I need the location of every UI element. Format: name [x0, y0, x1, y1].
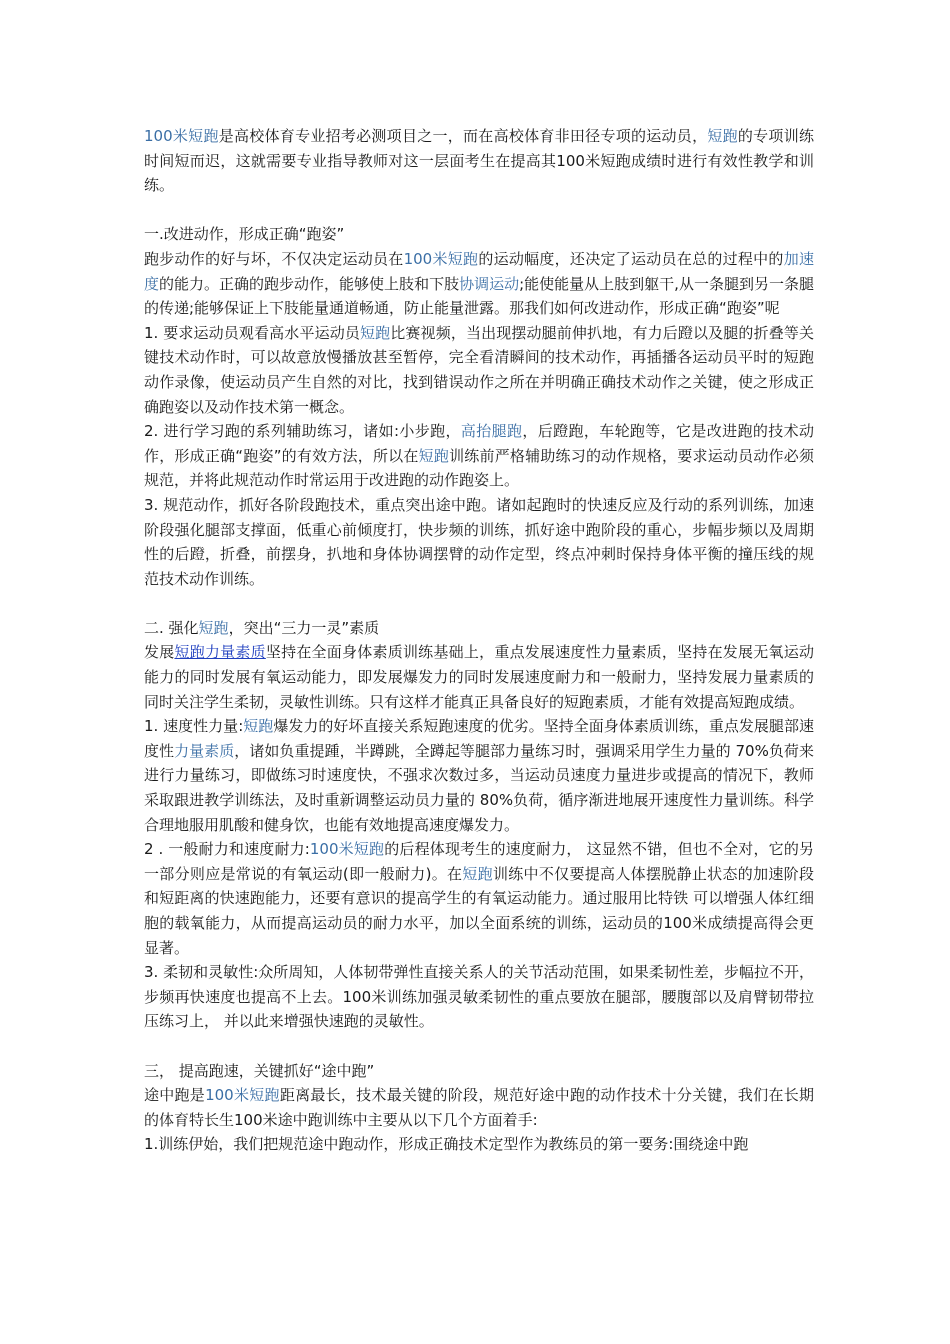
section-2-item-2: 2 . 一般耐力和速度耐力:100米短跑的后程体现考生的速度耐力， 这显然不错，但也不全对，它的另一部分则应是常说的有氧运动(即一般耐力)。在短跑训练中不仅要提高人体摆脱静止状态的加速阶段和短距离的快速跑能力，还要有意识的提高学生的有氧运动能力。通过服用比特铁 可以增强人体红细胞的载氧能力，从而提高运动员的耐力水平，加以全面系统的训练，运动员的100米成绩提高得会更显著。: [144, 840, 815, 957]
document-body: [144, 124, 814, 1157]
intro-paragraph: 100米短跑是高校体育专业招考必测项目之一，而在高校体育非田径专项的运动员，短跑的专项训练时间短而迟，这就需要专业指导教师对这一层面考生在提高其100米短跑成绩时进行有效性教学和训练。: [144, 127, 814, 195]
section-3-heading: 三， 提高跑速，关键抓好“途中跑”: [144, 1061, 375, 1080]
section-3-paragraph: 途中跑是100米短跑距离最长，技术最关键的阶段，规范好途中跑的动作技术十分关键，我们在长期的体育特长生100米途中跑训练中主要从以下几个方面着手:: [144, 1086, 814, 1129]
keyword-link[interactable]: 短跑: [243, 717, 274, 736]
keyword-link[interactable]: 短跑: [462, 864, 493, 883]
section-2-item-1: 1. 速度性力量:短跑爆发力的好坏直接关系短跑速度的优劣。坚持全面身体素质训练，重点发展腿部速度性力量素质，诸如负重提踵，半蹲跳，全蹲起等腿部力量练习时，强调采用学生力量的 70%负荷来进行力量练习，即做练习时速度快，不强求次数过多，当运动员速度力量进步或提高的情况下，教师采取跟进教学训练法，及时重新调整运动员力量的 80%负荷，循序渐进地展开速度性力量训练。科学合理地服用肌酸和健身饮，也能有效地提高速度爆发力。: [144, 717, 814, 834]
keyword-link[interactable]: 100米短跑: [144, 127, 219, 145]
keyword-link[interactable]: 短跑: [418, 446, 450, 465]
keyword-link[interactable]: 短跑: [707, 127, 738, 145]
keyword-link[interactable]: 加速度: [144, 249, 814, 293]
keyword-link[interactable]: 高抬腿跑: [460, 422, 523, 441]
keyword-link[interactable]: 100米短跑: [403, 249, 479, 268]
section-2-heading: 二. 强化短跑，突出“三力一灵”素质: [144, 618, 380, 637]
keyword-link[interactable]: 100米短跑: [205, 1086, 280, 1105]
keyword-link[interactable]: 力量素质: [174, 741, 235, 760]
keyword-hyperlink[interactable]: 短跑力量素质: [174, 643, 266, 662]
keyword-link[interactable]: 100米短跑: [309, 840, 385, 859]
section-2-item-3: 3. 柔韧和灵敏性:众所周知，人体韧带弹性直接关系人的关节活动范围，如果柔韧性差，步幅拉不开，步频再快速度也提高不上去。100米训练加强灵敏柔韧性的重点要放在腿部，腰腹部以及肩臂韧带拉压练习上， 并以此来增强快速跑的灵敏性。: [144, 963, 814, 1031]
section-3-item-1: 1.训练伊始，我们把规范途中跑动作，形成正确技术定型作为教练员的第一要务:围绕途中跑: [144, 1135, 749, 1154]
section-1-item-3: 3. 规范动作，抓好各阶段跑技术，重点突出途中跑。诸如起跑时的快速反应及行动的系列训练，加速阶段强化腿部支撑面，低重心前倾度打，快步频的训练，抓好途中跑阶段的重心，步幅步频以及周期性的后蹬，折叠，前摆身，扒地和身体协调摆臂的动作定型，终点冲刺时保持身体平衡的撞压线的规范技术动作训练。: [144, 495, 814, 588]
keyword-link[interactable]: 协调运动: [459, 274, 520, 293]
section-1-heading: 一.改进动作，形成正确“跑姿”: [144, 225, 345, 244]
section-1-item-1: 1. 要求运动员观看高水平运动员短跑比赛视频，当出现摆动腿前伸扒地，有力后蹬以及腿的折叠等关键技术动作时，可以故意放慢播放甚至暂停，完全看清瞬间的技术动作，再插播各运动员平时的短跑动作录像，使运动员产生自然的对比，找到错误动作之所在并明确正确技术动作之关键，使之形成正确跑姿以及动作技术第一概念。: [144, 323, 814, 416]
section-2-paragraph: 发展短跑力量素质坚持在全面身体素质训练基础上，重点发展速度性力量素质，坚持在发展无氧运动能力的同时发展有氧运动能力，即发展爆发力的同时发展速度耐力和一般耐力，坚持发展力量素质的同时关注学生柔韧，灵敏性训练。只有这样才能真正具备良好的短跑素质，才能有效提高短跑成绩。: [144, 643, 814, 711]
keyword-link[interactable]: 短跑: [198, 618, 229, 637]
section-1-paragraph: 跑步动作的好与坏，不仅决定运动员在100米短跑的运动幅度，还决定了运动员在总的过程中的加速度的能力。正确的跑步动作，能够使上肢和下肢协调运动;能使能量从上肢到躯干,从一条腿到另一条腿的传递;能够保证上下肢能量通道畅通，防止能量泄露。那我们如何改进动作，形成正确“跑姿”呢: [144, 249, 814, 318]
keyword-link[interactable]: 短跑: [360, 323, 391, 342]
section-1-item-2: 2. 进行学习跑的系列辅助练习，诸如:小步跑，高抬腿跑，后蹬跑，车轮跑等，它是改进跑的技术动作，形成正确“跑姿”的有效方法，所以在短跑训练前严格辅助练习的动作规格，要求运动员动作必须规范，并将此规范动作时常运用于改进跑的动作跑姿上。: [144, 422, 814, 490]
